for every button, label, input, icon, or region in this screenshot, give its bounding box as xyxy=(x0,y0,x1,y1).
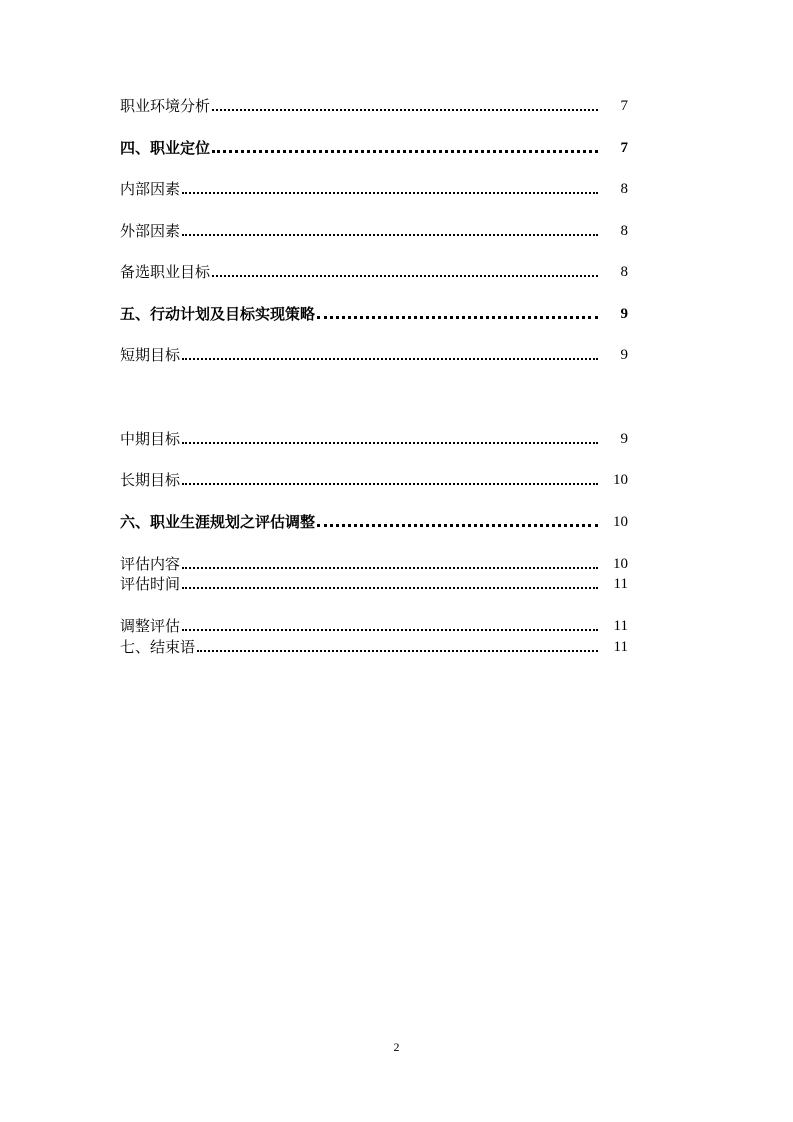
toc-entry-page: 9 xyxy=(620,347,628,363)
toc-entry-page: 8 xyxy=(620,181,628,197)
toc-entry-page: 10 xyxy=(613,472,628,488)
toc-dot-leader xyxy=(182,629,598,631)
toc-entry-page: 11 xyxy=(613,618,628,634)
toc-entry-page: 7 xyxy=(620,98,628,114)
toc-dot-leader xyxy=(182,567,598,569)
toc-entry[interactable] xyxy=(120,615,600,637)
toc-entry-chapter[interactable] xyxy=(120,137,600,159)
toc-entry-page: 8 xyxy=(620,223,628,239)
toc-entry[interactable] xyxy=(120,573,600,595)
toc-entry-title: 四、职业定位 xyxy=(120,139,211,157)
toc-dot-leader xyxy=(317,316,598,319)
toc-entry-title: 备选职业目标 xyxy=(120,263,211,281)
toc-entry-page: 8 xyxy=(620,264,628,280)
toc-entry-title: 调整评估 xyxy=(120,617,181,635)
toc-dot-leader xyxy=(182,483,598,485)
toc-entry-title: 五、行动计划及目标实现策略 xyxy=(120,305,316,323)
toc-dot-leader xyxy=(212,275,598,277)
toc-dot-leader xyxy=(197,650,598,652)
toc-dot-leader xyxy=(182,358,598,360)
toc-dot-leader xyxy=(182,587,598,589)
toc-entry[interactable] xyxy=(120,344,600,366)
toc-entry-chapter[interactable] xyxy=(120,303,600,325)
toc-entry[interactable] xyxy=(120,178,600,200)
page-number: 2 xyxy=(393,1040,400,1054)
toc-entry-title: 短期目标 xyxy=(120,346,181,364)
toc-entry-title: 内部因素 xyxy=(120,180,181,198)
toc-entry-title: 评估时间 xyxy=(120,575,181,593)
toc-entry-title: 外部因素 xyxy=(120,222,181,240)
toc-entry[interactable] xyxy=(120,261,600,283)
toc-entry-page: 11 xyxy=(613,639,628,655)
toc-entry-title: 评估内容 xyxy=(120,555,181,573)
toc-entry-page: 7 xyxy=(620,140,628,156)
toc-dot-leader xyxy=(182,442,598,444)
toc-dot-leader xyxy=(212,150,598,153)
toc-entry-title: 六、职业生涯规划之评估调整 xyxy=(120,513,316,531)
toc-entry-page: 9 xyxy=(620,431,628,447)
toc-entry-title: 长期目标 xyxy=(120,471,181,489)
toc-entry-title: 七、结束语 xyxy=(120,638,196,656)
toc-entry-page: 10 xyxy=(613,556,628,572)
toc-dot-leader xyxy=(212,109,598,111)
toc-dot-leader xyxy=(182,234,598,236)
toc-entry-page: 9 xyxy=(620,306,628,322)
toc-entry-chapter[interactable] xyxy=(120,511,600,533)
toc-entry[interactable] xyxy=(120,636,600,658)
toc-entry-page: 11 xyxy=(613,576,628,592)
toc-dot-leader xyxy=(182,192,598,194)
toc-entry-title: 职业环境分析 xyxy=(120,97,211,115)
toc-entry-title: 中期目标 xyxy=(120,430,181,448)
toc-entry[interactable] xyxy=(120,469,600,491)
toc-dot-leader xyxy=(317,524,598,527)
toc-entry[interactable] xyxy=(120,553,600,575)
toc-entry[interactable] xyxy=(120,428,600,450)
toc-entry[interactable] xyxy=(120,95,600,117)
toc-entry-page: 10 xyxy=(613,514,628,530)
toc-entry[interactable] xyxy=(120,220,600,242)
